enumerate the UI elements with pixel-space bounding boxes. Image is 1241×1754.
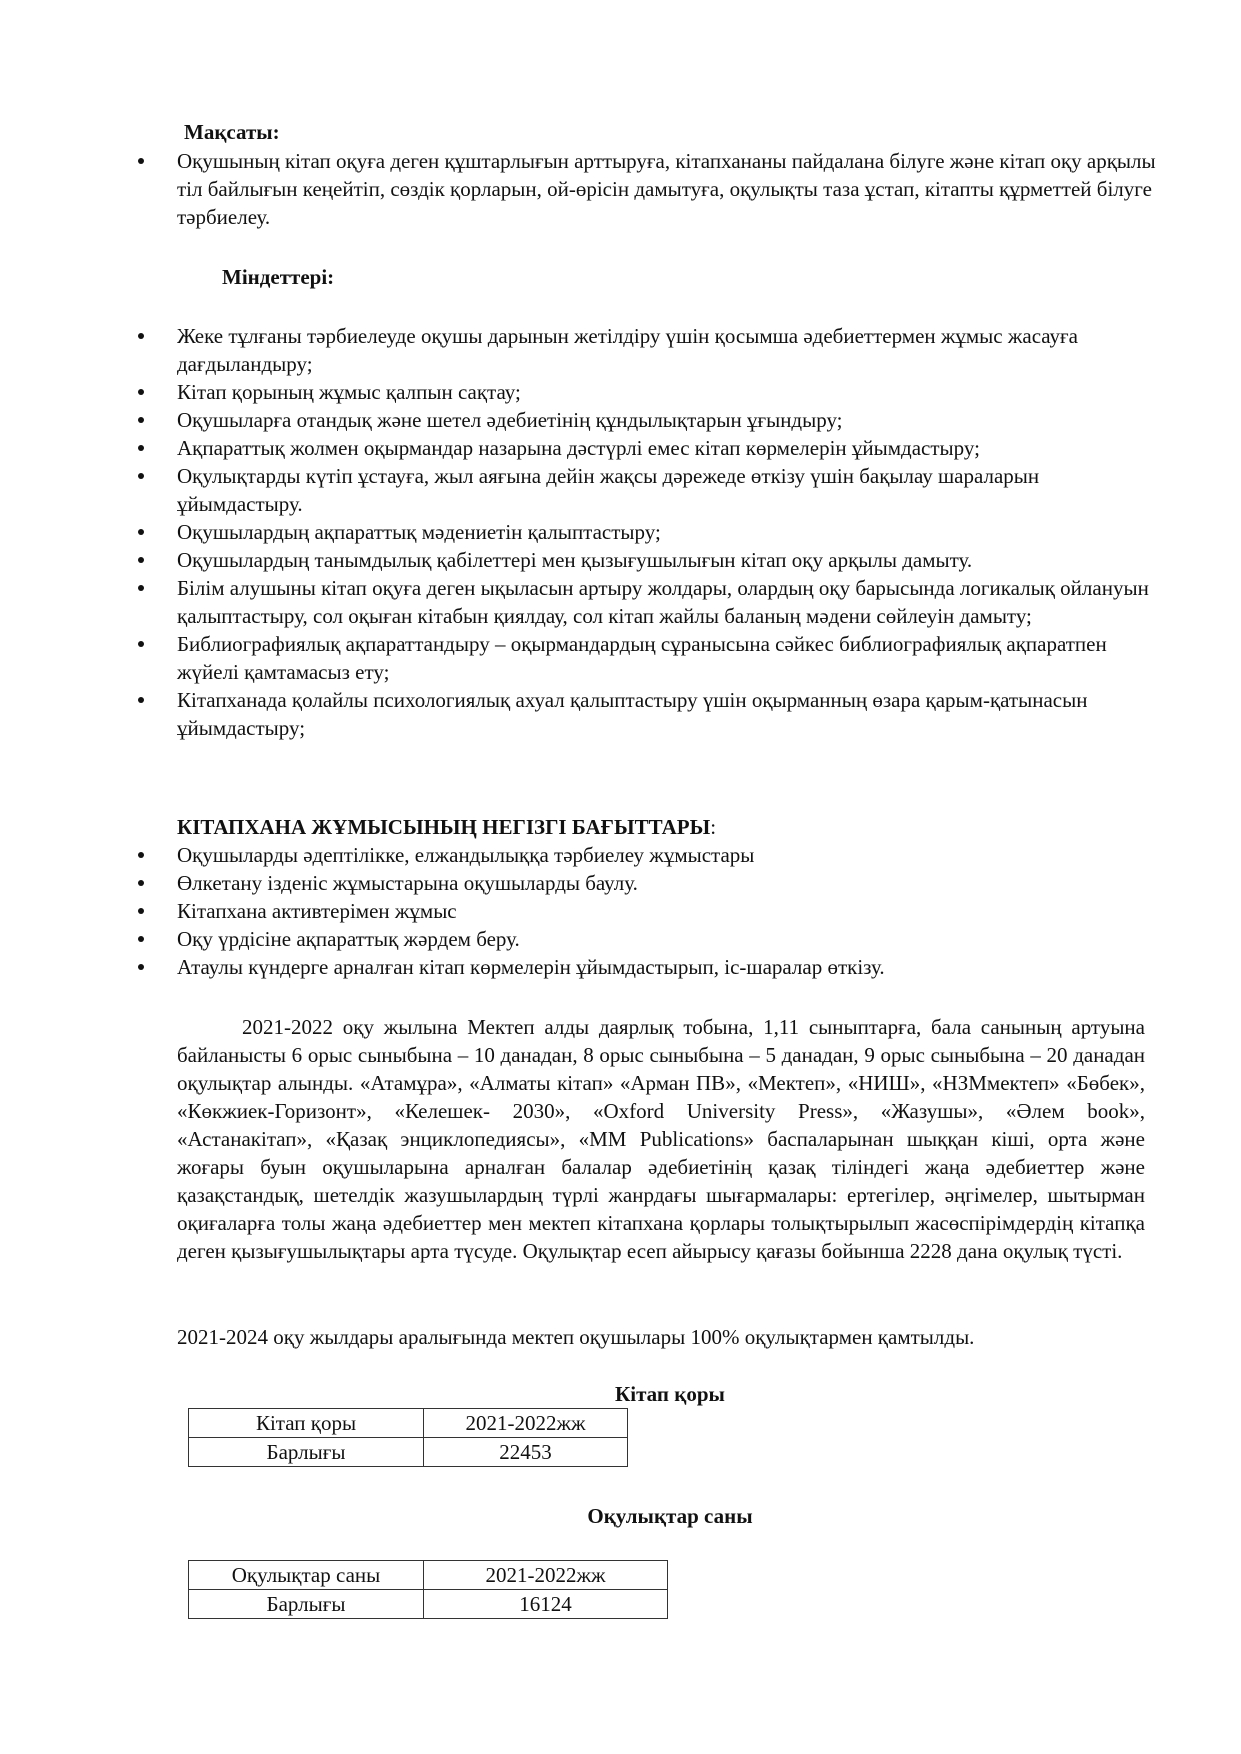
table-cell: 22453 (424, 1438, 628, 1467)
table-header-row (189, 1561, 668, 1590)
table-cell: Кітап қоры (189, 1409, 424, 1438)
bullet-icon (138, 158, 144, 164)
bullet-icon (138, 936, 144, 942)
table-cell: 2021-2022жж (424, 1561, 668, 1590)
table-cell: Барлығы (189, 1590, 424, 1619)
list-item: Оқушының кітап оқуға деген құштарлығын арттыруға, кітапхананы пайдалана білуге және кітап оқу арқылы тіл байлығын кеңейтіп, сөздік қорларын, ой-өрісін дамытуға, оқулықты таза ұстап, кітапты құрметтей білуге тәрбиелеу. (134, 147, 1164, 231)
table-cell: Барлығы (189, 1438, 424, 1467)
book-fund-table (188, 1408, 628, 1467)
bullet-icon (138, 557, 144, 563)
list-item: Жеке тұлғаны тәрбиелеуде оқушы дарынын жетілдіру үшін қосымша әдебиеттермен жұмыс жасауға дағдыландыру; (134, 322, 1164, 378)
list-item: Оқушыларды әдептілікке, елжандылыққа тәрбиелеу жұмыстары (134, 841, 1164, 869)
bullet-icon (138, 445, 144, 451)
list-item: Кітапхана активтерімен жұмыс (134, 897, 1164, 925)
list-item: Оқу үрдісіне ақпараттық жәрдем беру. (134, 925, 1164, 953)
list-item: Атаулы күндерге арналған кітап көрмелерін ұйымдастырып, іс-шаралар өткізу. (134, 953, 1164, 981)
textbook-count-table (188, 1560, 668, 1619)
table-header-row (189, 1409, 628, 1438)
table1-caption: Кітап қоры (615, 1382, 725, 1406)
list-item: Библиографиялық ақпараттандыру – оқырмандардың сұранысына сәйкес библиографиялық ақпаратпен жүйелі қамтамасыз ету; (134, 630, 1164, 686)
coverage-paragraph: 2021-2024 оқу жылдары аралығында мектеп оқушылары 100% оқулықтармен қамтылды. (177, 1325, 975, 1349)
bullet-icon (138, 529, 144, 535)
directions-heading: КІТАПХАНА ЖҰМЫСЫНЫҢ НЕГІЗГІ БАҒЫТТАРЫ: (177, 815, 717, 839)
table-cell: 2021-2022жж (424, 1409, 628, 1438)
list-item: Оқушылардың танымдылық қабілеттері мен қызығушылығын кітап оқу арқылы дамыту. (134, 546, 1164, 574)
table2-caption: Оқулықтар саны (587, 1504, 753, 1528)
bullet-icon (138, 473, 144, 479)
table-cell: 16124 (424, 1590, 668, 1619)
list-item: Оқулықтарды күтіп ұстауға, жыл аяғына дейін жақсы дәрежеде өткізу үшін бақылау шараларын ұйымдастыру. (134, 462, 1164, 518)
list-item: Кітапханада қолайлы психологиялық ахуал қалыптастыру үшін оқырманның өзара қарым-қатынасын ұйымдастыру; (134, 686, 1164, 742)
bullet-icon (138, 697, 144, 703)
bullet-icon (138, 389, 144, 395)
tasks-list (134, 322, 1164, 742)
bullet-icon (138, 585, 144, 591)
body-paragraph: 2021-2022 оқу жылына Мектеп алды даярлық тобына, 1,11 сыныптарға, бала санының артуына байланысты 6 орыс сыныбына – 10 данадан, 8 орыс сыныбына – 5 данадан, 9 орыс сыныбына – 20 данадан оқулықтар алынды. «Атамұра», «Алматы кітап» «Арман ПВ», «Мектеп», «НИШ», «НЗМмектеп» «Бөбек», «Көкжиек-Горизонт», «Келешек- 2030», «Oxford University Press», «Жазушы», «Әлем book», «Астанакітап», «Қазақ энциклопедиясы», «MM Publications» баспаларынан шыққан кіші, орта және жоғары буын оқушыларына арналған балалар әдебиетінің қазақ тіліндегі жаңа әдебиеттер және қазақстандық, шетелдік жазушылардың түрлі жанрдағы шығармалары: ертегілер, әңгімелер, шытырман оқиғаларға толы жаңа әдебиеттер мен мектеп кітапхана қорлары толықтырылып жасөспірімдердің кітапқа деген қызығушылықтары арта түсуде. Оқулықтар есеп айырысу қағазы бойынша 2228 дана оқулық түсті. (177, 1015, 1145, 1263)
list-item: Оқушыларға отандық және шетел әдебиетінің құндылықтарын ұғындыру; (134, 406, 1164, 434)
table-cell: Оқулықтар саны (189, 1561, 424, 1590)
bullet-icon (138, 880, 144, 886)
goals-heading: Мақсаты: (184, 120, 280, 144)
list-item: Кітап қорының жұмыс қалпын сақтау; (134, 378, 1164, 406)
bullet-icon (138, 333, 144, 339)
bullet-icon (138, 417, 144, 423)
list-item: Оқушылардың ақпараттық мәдениетін қалыптастыру; (134, 518, 1164, 546)
bullet-icon (138, 964, 144, 970)
directions-list (134, 841, 1164, 981)
goals-list (134, 147, 1164, 231)
table-row (189, 1438, 628, 1467)
bullet-icon (138, 852, 144, 858)
bullet-icon (138, 641, 144, 647)
list-item: Ақпараттық жолмен оқырмандар назарына дәстүрлі емес кітап көрмелерін ұйымдастыру; (134, 434, 1164, 462)
tasks-heading: Міндеттері: (222, 265, 335, 289)
table-row (189, 1590, 668, 1619)
list-item: Өлкетану ізденіс жұмыстарына оқушыларды баулу. (134, 869, 1164, 897)
list-item: Білім алушыны кітап оқуға деген ықыласын артыру жолдары, олардың оқу барысында логикалық ойлануын қалыптастыру, сол оқыған кітабын қиялдау, сол кітап жайлы баланың мәдени сөйлеуін дамыту; (134, 574, 1164, 630)
bullet-icon (138, 908, 144, 914)
